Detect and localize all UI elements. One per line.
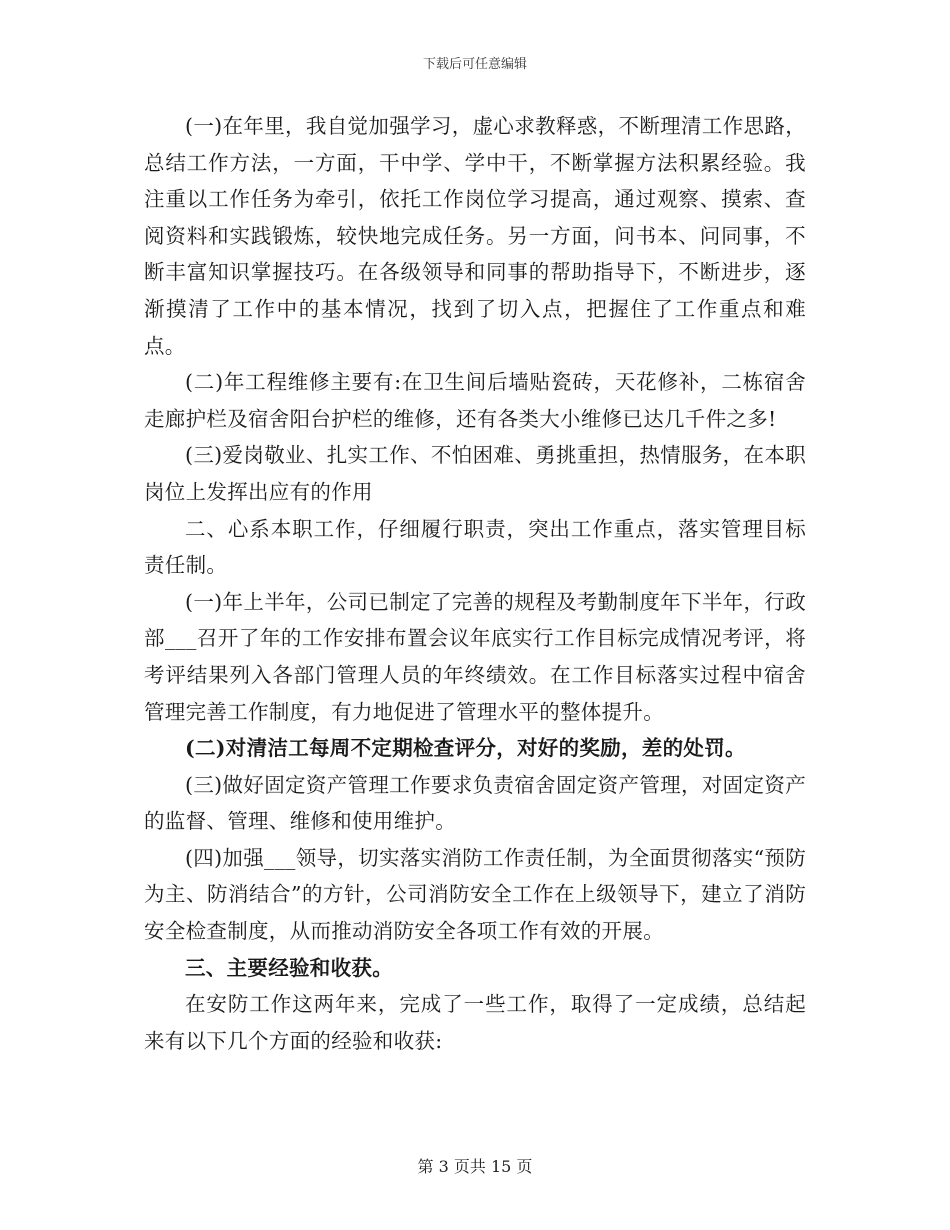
paragraph-8: 在安防工作这两年来，完成了一些工作，取得了一定成绩，总结起来有以下几个方面的经验和收获:: [144, 992, 806, 1053]
paragraph-3: (三)爱岗敬业、扎实工作、不怕困难、勇挑重担，热情服务，在本职岗位上发挥出应有的作用: [144, 443, 806, 504]
paragraph-4: (一)年上半年，公司已制定了完善的规程及考勤制度年下半年，行政部___召开了年的工作安排布置会议年底实行工作目标完成情况考评，将考评结果列入各部门管理人员的年终绩效。在工作目标落实过程中宿舍管理完善工作制度，有力地促进了管理水平的整体提升。: [144, 589, 806, 724]
page-header: 下载后可任意编辑: [422, 57, 527, 72]
paragraph-5-bold: (二)对清洁工每周不定期检查评分，对好的奖励，差的处罚。: [185, 736, 746, 761]
section-heading-3: 三、主要经验和收获。: [185, 955, 393, 980]
paragraph-7: (四)加强___领导，切实落实消防工作责任制，为全面贯彻落实“预防为主、防消结合”的方针，公司消防安全工作在上级领导下，建立了消防安全检查制度，从而推动消防安全各项工作有效的开展。: [144, 845, 806, 944]
paragraph-1: (一)在年里，我自觉加强学习，虚心求教释惑，不断理清工作思路，总结工作方法，一方面，干中学、学中干，不断掌握方法积累经验。我注重以工作任务为牵引，依托工作岗位学习提高，通过观察、摸索、查阅资料和实践锻炼，较快地完成任务。另一方面，问书本、问同事，不断丰富知识掌握技巧。在各级领导和同事的帮助指导下，不断进步，逐渐摸清了工作中的基本情况，找到了切入点，把握住了工作重点和难点。: [144, 114, 806, 358]
page-footer: 第 3 页共 15 页: [417, 1157, 533, 1176]
paragraph-6: (三)做好固定资产管理工作要求负责宿舍固定资产管理，对固定资产的监督、管理、维修和使用维护。: [144, 772, 806, 834]
document-body: [144, 108, 806, 1059]
paragraph-2: (二)年工程维修主要有:在卫生间后墙贴瓷砖，天花修补，二栋宿舍走廊护栏及宿舍阳台护栏的维修，还有各类大小维修已达几千件之多!: [144, 370, 806, 431]
section-heading-2: 二、心系本职工作，仔细履行职责，突出工作重点，落实管理目标责任制。: [144, 516, 806, 578]
